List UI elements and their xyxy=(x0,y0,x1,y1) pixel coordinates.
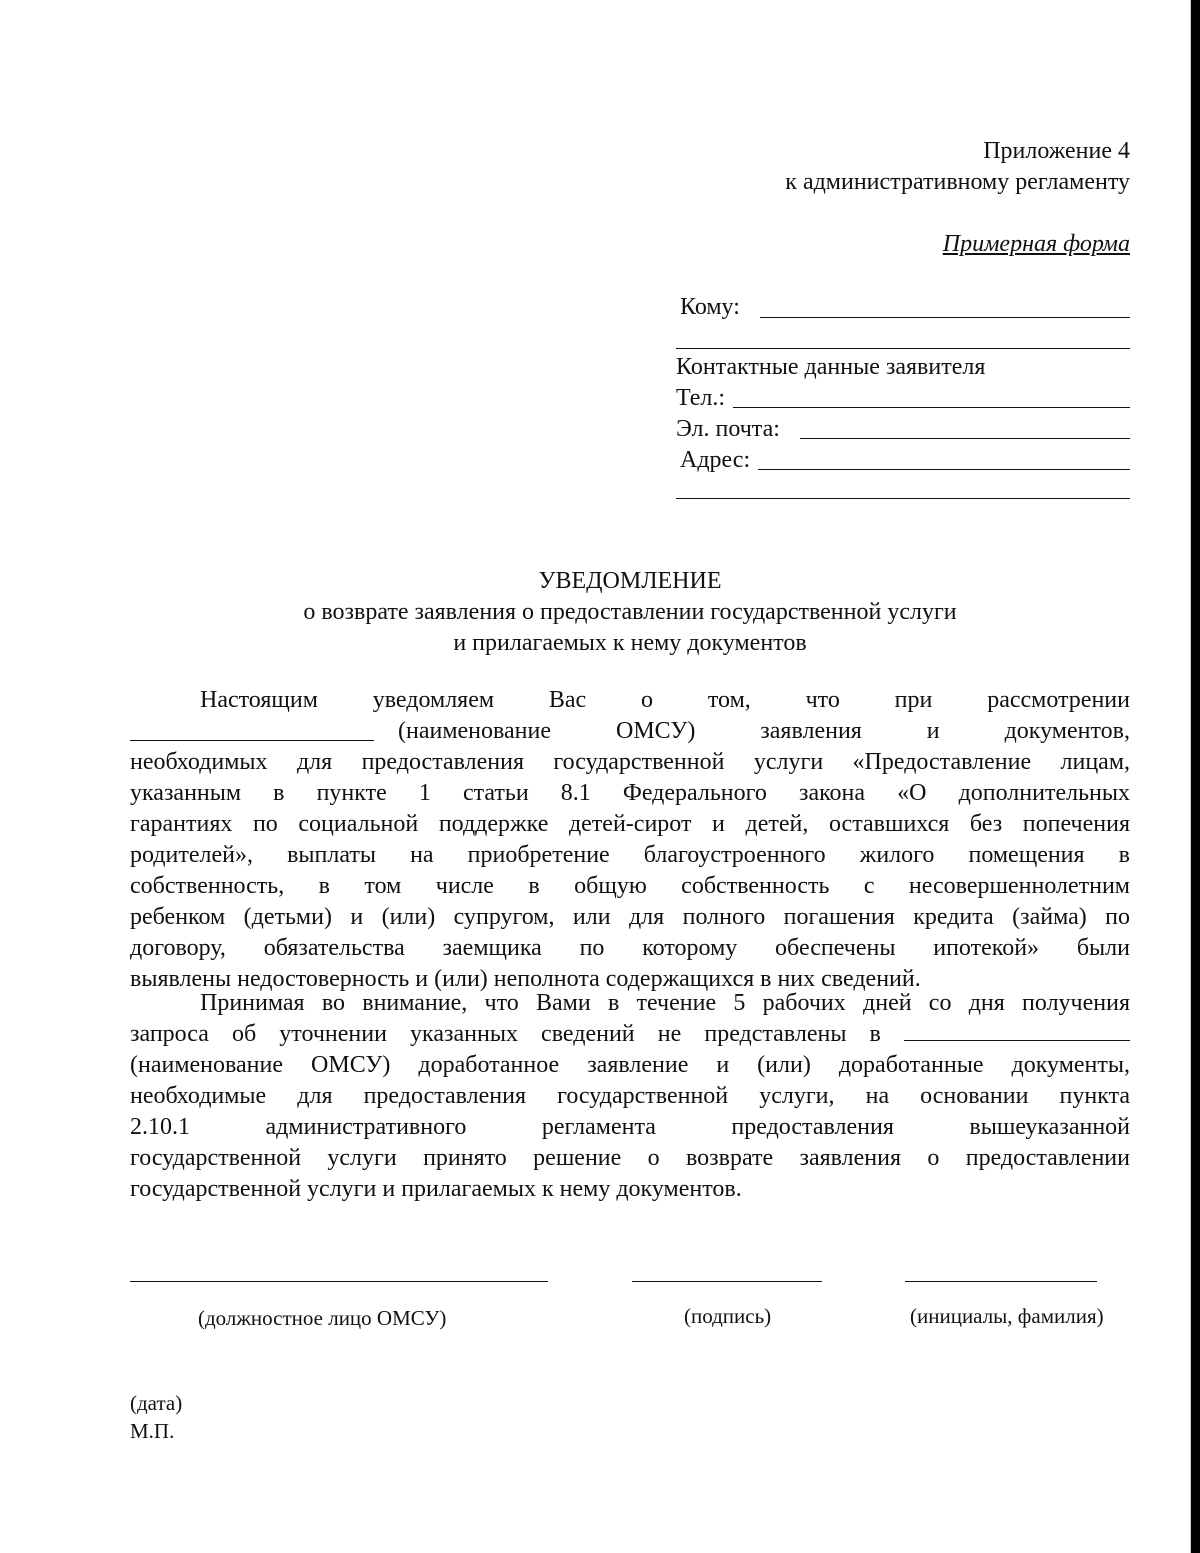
official-caption: (должностное лицо ОМСУ) xyxy=(198,1306,447,1330)
paragraph-line: собственность, в том числе в общую собственность с несовершеннолетним xyxy=(130,873,1130,899)
phone-label: Тел.: xyxy=(676,385,726,411)
paragraph-line-text: (наименование ОМСУ) заявления и документов, xyxy=(398,718,1130,744)
paragraph-line: государственной услуги и прилагаемых к нему документов. xyxy=(130,1176,742,1202)
signature-line xyxy=(632,1281,822,1282)
paragraph-line: 2.10.1 административного регламента предоставления вышеуказанной xyxy=(130,1114,1130,1140)
official-signature-line xyxy=(130,1281,548,1282)
initials-signature-line xyxy=(905,1281,1097,1282)
paragraph-line: необходимых для предоставления государственной услуги «Предоставление лицам, xyxy=(130,749,1130,775)
address-field-line-2 xyxy=(676,498,1130,499)
paragraph-line: гарантиях по социальной поддержке детей-сирот и детей, оставшихся без попечения xyxy=(130,811,1130,837)
paragraph-line: указанным в пункте 1 статьи 8.1 Федерального закона «О дополнительных xyxy=(130,780,1130,806)
address-field-line xyxy=(758,469,1130,470)
to-field-line-2 xyxy=(676,348,1130,349)
paragraph-line: выявлены недостоверность и (или) неполнота содержащихся в них сведений. xyxy=(130,966,921,992)
address-label: Адрес: xyxy=(680,447,751,473)
omsu-field-line xyxy=(130,740,374,741)
signature-caption: (подпись) xyxy=(684,1304,772,1328)
annex-reference: к административному регламенту xyxy=(785,169,1130,195)
stamp-caption: М.П. xyxy=(130,1419,175,1443)
contacts-label: Контактные данные заявителя xyxy=(676,354,986,380)
initials-caption: (инициалы, фамилия) xyxy=(910,1304,1104,1328)
paragraph-line xyxy=(130,716,1130,747)
document-subtitle-2: и прилагаемых к нему документов xyxy=(453,630,807,656)
to-field-line xyxy=(760,317,1130,318)
email-label: Эл. почта: xyxy=(676,416,780,442)
date-caption: (дата) xyxy=(130,1391,183,1415)
paragraph-line-text: запроса об уточнении указанных сведений не представлены в xyxy=(130,1021,881,1047)
document-subtitle-1: о возврате заявления о предоставлении государственной услуги xyxy=(303,599,957,625)
paragraph-line: необходимые для предоставления государственной услуги, на основании пункта xyxy=(130,1083,1130,1109)
phone-field-line xyxy=(733,407,1130,408)
annex-number: Приложение 4 xyxy=(983,138,1130,164)
paragraph-line: родителей», выплаты на приобретение благоустроенного жилого помещения в xyxy=(130,842,1130,868)
paragraph-decision xyxy=(130,988,1130,1205)
omsu-blank-2 xyxy=(904,1022,1130,1041)
paragraph-line: Принимая во внимание, что Вами в течение 5 рабочих дней со дня получения xyxy=(200,990,1130,1016)
email-field-line xyxy=(800,438,1130,439)
form-label xyxy=(600,229,1130,259)
paragraph-line: государственной услуги принято решение о возврате заявления о предоставлении xyxy=(130,1145,1130,1171)
document-title: УВЕДОМЛЕНИЕ xyxy=(538,568,722,594)
paragraph-line: ребенком (детьми) и (или) супругом, или для полного погашения кредита (займа) по xyxy=(130,904,1130,930)
paragraph-line: Настоящим уведомляем Вас о том, что при рассмотрении xyxy=(200,687,1130,713)
paragraph-line xyxy=(130,1019,1130,1050)
form-label-text: Примерная форма xyxy=(942,231,1130,257)
paragraph-line: договору, обязательства заемщика по которому обеспечены ипотекой» были xyxy=(130,935,1130,961)
to-label: Кому: xyxy=(680,294,740,320)
paragraph-line: (наименование ОМСУ) доработанное заявление и (или) доработанные документы, xyxy=(130,1052,1130,1078)
paragraph-notice xyxy=(130,685,1130,995)
